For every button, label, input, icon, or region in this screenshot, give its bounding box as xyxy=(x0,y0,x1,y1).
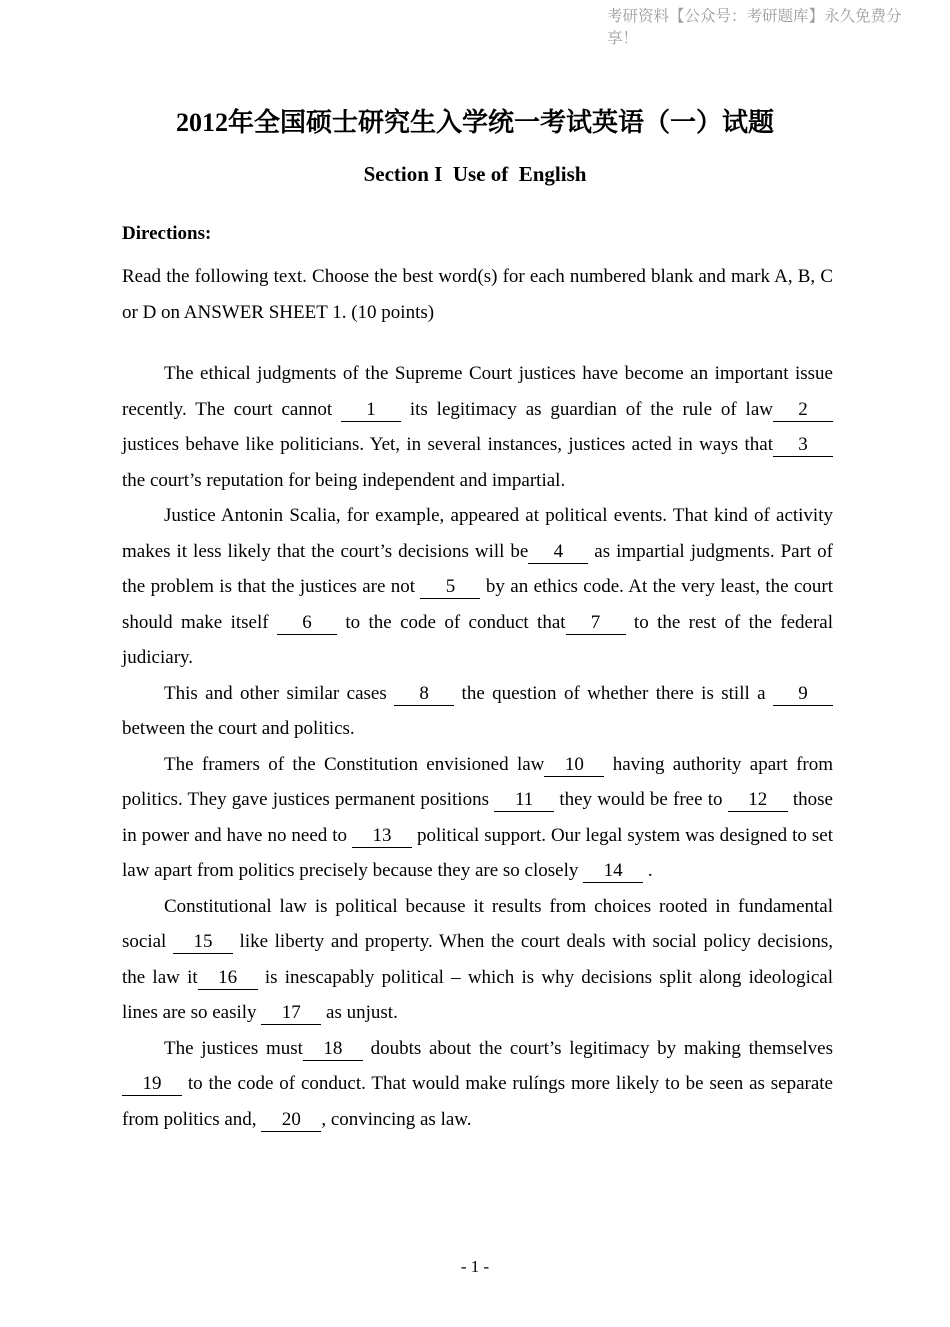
cloze-blank-18: 18 xyxy=(303,1038,363,1061)
cloze-blank-1: 1 xyxy=(341,399,401,422)
directions-label: Directions: xyxy=(122,223,212,244)
cloze-blank-8: 8 xyxy=(394,683,454,706)
passage-paragraph: The ethical judgments of the Supreme Court justices have become an important issue recently. The court cannot 1 its legitimacy as guardian of the rule of law 2 justices behave like politicians. Yet, in several instances, justices acted in ways that 3 the court’s reputation for being independent and impartial. xyxy=(122,363,833,491)
watermark-text: 考研资料【公众号：考研题库】永久免费分享！ xyxy=(607,8,902,47)
passage-paragraph: The framers of the Constitution envisioned law 10 having authority apart from politics. They gave justices permanent positions 11 they would be free to 12 those in power and have no need to 13 political support. Our legal system was designed to set law apart from politics precisely because they are so closely 14 . xyxy=(122,753,834,881)
cloze-blank-17: 17 xyxy=(261,1002,321,1025)
cloze-blank-4: 4 xyxy=(528,541,588,564)
cloze-blank-2: 2 xyxy=(773,399,833,422)
cloze-blank-5: 5 xyxy=(420,576,480,599)
cloze-blank-15: 15 xyxy=(173,931,233,954)
cloze-blank-13: 13 xyxy=(352,825,412,848)
page-number: - 1 - xyxy=(460,1257,490,1276)
cloze-blank-16: 16 xyxy=(198,967,258,990)
passage-paragraph: The justices must 18 doubts about the court’s legitimacy by making themselves 19 to the code of conduct. That would make rulíngs more likely to be seen as separate from politics and, 20 , convincing as law. xyxy=(122,1037,833,1130)
cloze-blank-12: 12 xyxy=(728,789,788,812)
cloze-blank-20: 20 xyxy=(261,1109,321,1132)
cloze-blank-3: 3 xyxy=(773,434,833,457)
document-body xyxy=(122,221,833,1137)
cloze-passage xyxy=(122,356,833,1137)
directions-text: Read the following text. Choose the best word(s) for each numbered blank and mark A, B, C or D on ANSWER SHEET 1. (10 points) xyxy=(122,266,833,323)
document-title: 2012年全国硕士研究生入学统一考试英语（一）试题 xyxy=(175,108,774,137)
passage-paragraph: This and other similar cases 8 the question of whether there is still a 9 between the court and politics. xyxy=(122,676,833,747)
cloze-blank-14: 14 xyxy=(583,860,643,883)
cloze-blank-6: 6 xyxy=(277,612,337,635)
section-heading: Section I Use of English xyxy=(363,162,587,186)
passage-paragraph: Constitutional law is political because it results from choices rooted in fundamental social 15 like liberty and property. When the court deals with social policy decisions, the law it 16 is inescapably political – which is why decisions split along ideological lines are so easily 17 as unjust. xyxy=(122,895,834,1023)
cloze-blank-7: 7 xyxy=(566,612,626,635)
cloze-blank-9: 9 xyxy=(773,683,833,706)
cloze-blank-19: 19 xyxy=(122,1073,182,1096)
cloze-blank-11: 11 xyxy=(494,789,554,812)
cloze-blank-10: 10 xyxy=(544,754,604,777)
passage-paragraph: Justice Antonin Scalia, for example, appeared at political events. That kind of activity makes it less likely that the court’s decisions will be 4 as impartial judgments. Part of the problem is that the justices are not 5 by an ethics code. At the very least, the court should make itself 6 to the code of conduct that 7 to the rest of the federal judiciary. xyxy=(122,505,834,668)
